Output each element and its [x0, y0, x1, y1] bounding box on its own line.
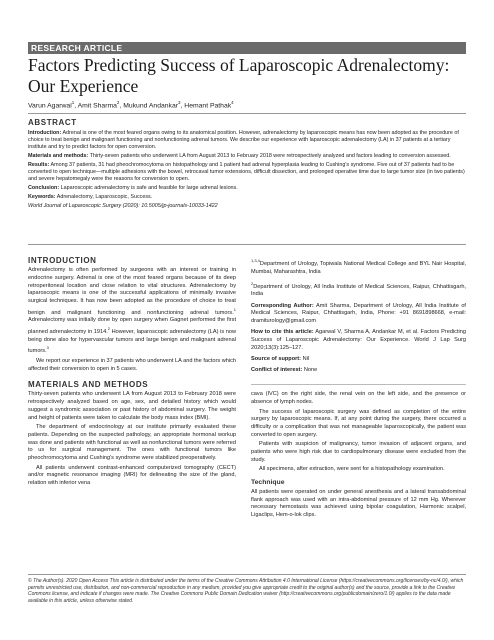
- abstract-intro-label: Introduction:: [28, 130, 62, 136]
- body-paragraph-success: The success of laparoscopic surgery was defined as completion of the entire surgery by laparoscopic means. If, at any point during the surgery, there occurred a difficulty or a complication that was not manageable laparoscopically, the patient was converted to open surgery.: [251, 408, 466, 438]
- abstract-heading: [28, 118, 77, 127]
- body-paragraph-exclusion: Patients with suspicion of malignancy, tumor invasion of adjacent organs, and patients who were high risk due to cardiopulmonary disease were excluded from the study.: [251, 441, 466, 463]
- conflict-text: None: [303, 366, 318, 373]
- methods-paragraph-1: Thirty-seven patients who underwent LA from August 2013 to February 2018 were retrospectively analyzed based on age, sex, and detailed history which would suggest a syndromic association or past history of abdominal surgery. The weight and height of patients were taken to calculate the body mass index (BMI).: [28, 391, 236, 421]
- abstract-heading-text: ABSTRACT: [28, 118, 77, 127]
- abstract-conclusion-text: Laparoscopic adrenalectomy is safe and feasible for large adrenal lesions.: [60, 185, 238, 192]
- support-text: Nil: [302, 355, 310, 362]
- citation-mark: 3: [46, 345, 49, 351]
- affiliation-block: [251, 257, 466, 385]
- author-name: Mukund Andankar: [123, 102, 178, 110]
- corresponding-author: [251, 303, 466, 326]
- introduction-heading: INTRODUCTION: [28, 256, 97, 265]
- conflict-of-interest: [251, 367, 466, 375]
- technique-heading: Technique: [251, 479, 285, 487]
- article-type-band: [28, 42, 466, 54]
- abstract-introduction: [28, 130, 466, 152]
- author-name: Hemant Pathak: [184, 102, 232, 110]
- right-column: [251, 257, 466, 522]
- body-paragraph-ivc: cava (IVC) on the right side, the renal vein on the left side, and the presence or absence of lymph nodes.: [251, 391, 466, 405]
- cite-label: How to cite this article:: [251, 329, 314, 336]
- author-affiliation-mark: 3: [178, 100, 181, 105]
- methods-paragraph-3: All patients underwent contrast-enhanced computerized tomography (CECT) and/or magnetic resonance imaging (MRI) for delineating the size of the gland, relation with inferior vena: [28, 464, 236, 487]
- abstract-intro-text: Adrenal is one of the most feared organs owing to its anatomical position. However, adrenalectomy by laparoscopic means has now been adopted as the procedure of choice to treat benign and malignant functioning and nonfunctioning adrenal tumors. We describe our experience with laparoscopic adrenalectomy (LA) in 37 patients at a tertiary institute and try to predict factors for open conversion.: [28, 130, 459, 151]
- abstract-results: [28, 162, 466, 184]
- abstract-results-text: Among 37 patients, 31 had pheochromocytoma on histopathology and 1 patient had adrenal hyperplasia leading to Cushing's syndrome. Five out of 37 patients had to be converted to open technique—multiple adhesions with the bowel, retrocaval tumor extensions, difficult dissection, and prolonged operative time due to large tumor size (in two patients) and severe hepatomegaly were the reasons for conversion to open.: [28, 162, 465, 183]
- corresponding-label: Corresponding Author:: [251, 302, 314, 309]
- abstract-results-label: Results:: [28, 162, 50, 168]
- abstract-keywords-text: Adrenalectomy, Laparoscopic, Success.: [56, 194, 153, 200]
- abstract-conclusion: [28, 185, 466, 192]
- title-line-2: Our Experience: [28, 76, 139, 96]
- abstract-citation: [28, 203, 466, 210]
- body-paragraph-specimens: All specimens, after extraction, were sent for a histopathology examination.: [259, 466, 445, 473]
- abstract-methods-label: Materials and methods:: [28, 153, 89, 160]
- title-line-1: Factors Predicting Success of Laparoscopic Adrenalectomy:: [28, 55, 450, 75]
- abstract-citation-text: World Journal of Laparoscopic Surgery (2020): 10.5005/jp-journals-10033-1422: [28, 202, 218, 209]
- affiliation-text: Department of Urology, All India Institute of Medical Sciences, Raipur, Chhattisgarh, India: [251, 283, 466, 298]
- intro-text: Adrenalectomy is often performed by surgeons with an interest or training in endocrine surgery. Adrenal is one of the most feared organs because of its deep retroperitoneal location and close relation to vital structures. Adrenalectomy by laparoscopic means is one of the successful applications of minimally invasive surgical techniques. It has now been adopted as the procedure of choice to treat benign and malignant functioning and nonfunctioning adrenal tumors.: [28, 267, 236, 316]
- author-list: Varun Agarwal$^1$, Amit Sharma$^2$, Mukund Andankar$^3$, Hemant Pathak$^4$: [28, 100, 234, 110]
- author-affiliation-mark: 1: [71, 100, 75, 105]
- affiliation-1: [251, 257, 466, 276]
- abstract-box: [28, 113, 466, 245]
- left-column: [28, 257, 236, 490]
- abstract-methods: [28, 153, 466, 160]
- paper-title: [28, 55, 468, 97]
- introduction-paragraph-2: We report our experience in 37 patients who underwent LA and the factors which affected their conversion to open in 5 cases.: [28, 357, 236, 372]
- methods-heading: MATERIALS AND METHODS: [28, 380, 149, 390]
- abstract-keywords: [28, 194, 466, 201]
- abstract-keywords-label: Keywords:: [28, 194, 56, 200]
- license-footer: © The Author(s). 2020 Open Access This article is distributed under the terms of the Creative Commons Attribution 4.0 International License (https://creativecommons.org/licenses/by-nc/4.0/), which permits unrestricted use, distribution, and non-commercial reproduction in any medium, provided you give appropriate credit to the original author(s) and the source, provide a link to the Creative Commons license, and indicate if changes were made. The Creative Commons Public Domain Dedication waiver (http://creativecommons.org/publicdomain/zero/1.0/) applies to the data made available in this article, unless otherwise stated.: [28, 574, 466, 604]
- source-of-support: [251, 356, 466, 364]
- intro-text: Adrenalectomy was initially done by open surgery when Gagnet performed the first planned adrenalectomy in 1914.: [28, 317, 236, 335]
- support-label: Source of support:: [251, 355, 302, 362]
- affiliation-mark: 1,3,4: [251, 258, 260, 263]
- author-name: Varun Agarwal: [28, 102, 72, 110]
- abstract-methods-text: Thirty-seven patients who underwent LA from August 2013 to February 2018 were retrospectively analyzed and factors leading to conversion assessed.: [89, 153, 451, 160]
- affiliation-text: Department of Urology, Topiwala National Medical College and BYL Nair Hospital, Mumbai, Maharashtra, India: [251, 260, 466, 275]
- introduction-paragraph-1: [28, 267, 236, 356]
- article-type-label: RESEARCH ARTICLE: [31, 43, 123, 53]
- citation-mark: 2: [107, 325, 111, 331]
- intro-text: However, laparoscopic adrenalectomy (LA) is now being done also for hypervascular tumors and large benign and malignant adrenal tumors.: [28, 328, 236, 355]
- abstract-body: [28, 130, 466, 212]
- author-name: Amit Sharma: [77, 102, 117, 110]
- technique-paragraph: All patients were operated on under general anesthesia and a lateral transabdominal flank approach was used with an intra-abdominal pressure of 12 mm Hg. Wherever necessary hemostasis was achieved using bipolar coagulation, Harmonic scalpel, Ligaclips, Hem-o-lok clips.: [251, 488, 466, 518]
- affiliation-2: [251, 280, 466, 299]
- corresponding-text: Amit Sharma, Department of Urology, All India Institute of Medical Sciences, Raipur, Chhattisgarh, India, Phone: +91 8691898668, e-mail: dramiturology@gmail.com: [251, 302, 466, 324]
- abstract-conclusion-label: Conclusion:: [28, 185, 60, 192]
- citation-mark: 1: [233, 306, 236, 312]
- conflict-label: Conflict of interest:: [251, 366, 303, 373]
- methods-paragraph-2: The department of endocrinology at our institute primarily evaluated these patients. Depending on the suspected pathology, an appropriate hormonal workup was done and patients with functional as well as nonfunctional tumors were referred to us for surgical management. The ones with functional tumors like pheochromocytoma and Cushing's syndrome were stabilized preoperatively.: [28, 424, 236, 462]
- author-affiliation-mark: 2: [116, 100, 120, 105]
- author-affiliation-mark: 4: [231, 100, 234, 105]
- cite-text: Agarwal V, Sharma A, Andankar M, et al. Factors Predicting Success of Laparoscopic Adrenalectomy: Our Experience. World J Lap Surg 2020;13(3):125–127.: [251, 329, 466, 351]
- how-to-cite: [251, 329, 466, 352]
- affiliation-mark: 2: [251, 280, 254, 286]
